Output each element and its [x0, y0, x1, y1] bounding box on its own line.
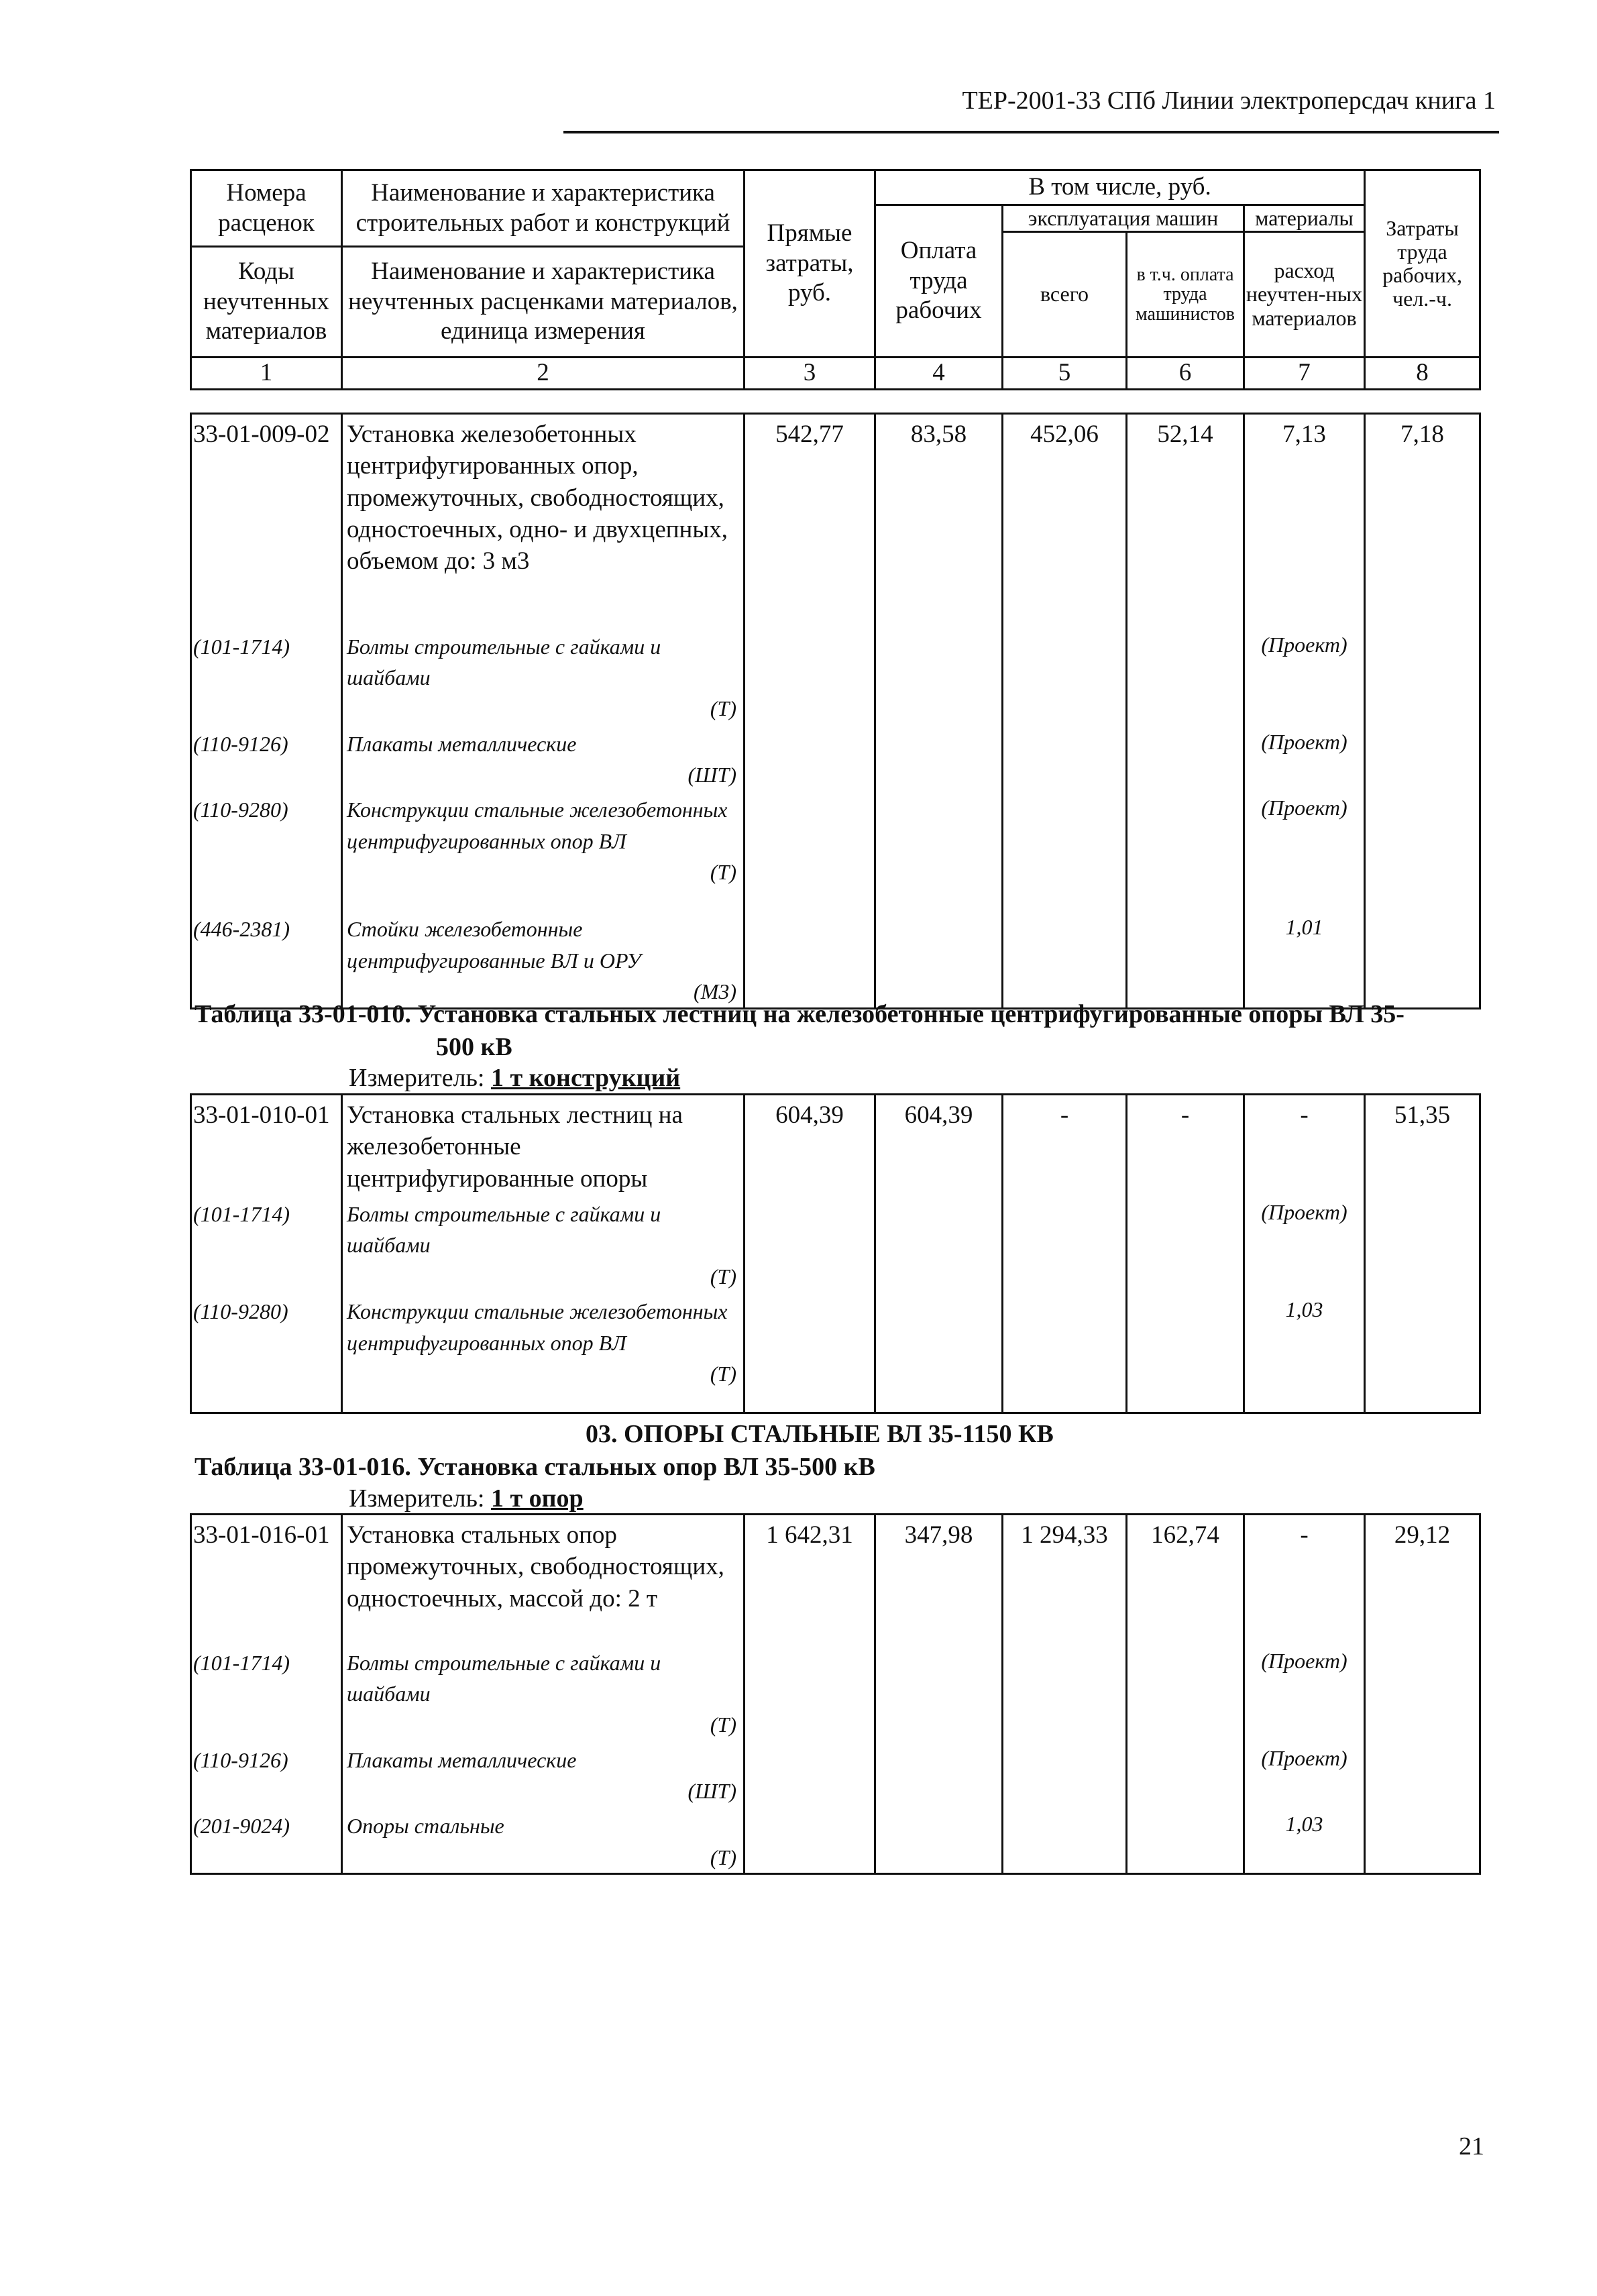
material-unit: (Т) [710, 1712, 736, 1737]
measure-label: Измеритель: [349, 1064, 485, 1092]
material-unit: (Т) [710, 1264, 736, 1289]
table-row [191, 724, 1480, 791]
material-consumption: (Проект) [1244, 724, 1365, 791]
col-number-3: 3 [745, 358, 875, 390]
machines-total: 1 294,33 [1003, 1515, 1127, 1643]
col-materials-header: материалы [1244, 205, 1365, 232]
materials-cost: - [1244, 1095, 1365, 1195]
machines-labor: - [1127, 1095, 1244, 1195]
material-name: Конструкции стальные железобетонных центрифугированных опор ВЛ (Т) [342, 1292, 745, 1413]
material-code: (101-1714) [191, 1195, 342, 1292]
material-name: Болты строительные с гайками и шайбами (Т) [342, 627, 745, 724]
material-consumption: 1,01 [1244, 910, 1365, 1008]
table-row [191, 627, 1480, 724]
material-consumption: (Проект) [1244, 1741, 1365, 1807]
header-rule [563, 131, 1499, 133]
col-name-header: Наименование и характеристика строительных работ и конструкций [342, 170, 745, 247]
labor-hours: 29,12 [1365, 1515, 1480, 1643]
table-row [191, 910, 1480, 1008]
material-name: Стойки железобетонные центрифугированные ВЛ и ОРУ (М3) [342, 910, 745, 1008]
measure-label: Измеритель: [349, 1484, 485, 1513]
material-unit: (Т) [710, 696, 736, 721]
rate-code: 33-01-009-02 [191, 414, 342, 627]
table-row [191, 790, 1480, 910]
table-caption: Таблица 33-01-010. Установка стальных лестниц на железобетонные центрифугированные опоры ВЛ 35- [195, 1000, 1405, 1028]
material-unit: (ШТ) [687, 1779, 736, 1804]
machines-total: 452,06 [1003, 414, 1127, 627]
material-consumption: (Проект) [1244, 1643, 1365, 1741]
col-number-8: 8 [1365, 358, 1480, 390]
material-code: (101-1714) [191, 627, 342, 724]
material-consumption: 1,03 [1244, 1806, 1365, 1873]
table-33-01-010 [190, 1093, 1481, 1414]
material-name: Плакаты металлические (ШТ) [342, 724, 745, 791]
col-code-header: Номера расценок [191, 170, 342, 247]
material-unit: (М3) [694, 979, 736, 1004]
material-code: (110-9126) [191, 1741, 342, 1807]
materials-cost: 7,13 [1244, 414, 1365, 627]
table-row [191, 1643, 1480, 1741]
rate-code: 33-01-016-01 [191, 1515, 342, 1643]
labor-hours: 7,18 [1365, 414, 1480, 627]
page-number: 21 [1459, 2132, 1484, 2161]
col-material-name-header: Наименование и характеристика неучтенных расценками материалов, единица измерения [342, 247, 745, 358]
table-row [191, 1292, 1480, 1413]
machines-total: - [1003, 1095, 1127, 1195]
machines-labor: 162,74 [1127, 1515, 1244, 1643]
direct-cost: 604,39 [745, 1095, 875, 1195]
work-name: Установка железобетонных центрифугированных опор, промежуточных, свободностоящих, одностоечных, одно- и двухцепных, объемом до: 3 м3 [342, 414, 745, 627]
materials-cost: - [1244, 1515, 1365, 1643]
rate-code: 33-01-010-01 [191, 1095, 342, 1195]
material-unit: (Т) [710, 1362, 736, 1386]
col-mach-total-header: всего [1003, 232, 1127, 358]
table-33-01-009 [190, 413, 1481, 1009]
material-consumption: 1,03 [1244, 1292, 1365, 1413]
table-row [191, 1806, 1480, 1873]
document-title: ТЕР-2001-33 СПб Линии электроперсдач книга 1 [962, 87, 1496, 115]
material-consumption: (Проект) [1244, 627, 1365, 724]
table-row [191, 414, 1480, 627]
col-number-5: 5 [1003, 358, 1127, 390]
material-code: (201-9024) [191, 1806, 342, 1873]
material-code: (110-9280) [191, 790, 342, 910]
direct-cost: 542,77 [745, 414, 875, 627]
material-name: Плакаты металлические (ШТ) [342, 1741, 745, 1807]
measure-unit [349, 1484, 584, 1513]
work-name: Установка стальных опор промежуточных, свободностоящих, одностоечных, массой до: 2 т [342, 1515, 745, 1643]
measure-value: 1 т опор [491, 1484, 584, 1513]
material-consumption: (Проект) [1244, 790, 1365, 910]
col-number-4: 4 [875, 358, 1003, 390]
labor-cost: 83,58 [875, 414, 1003, 627]
col-material-code-header: Коды неучтенных материалов [191, 247, 342, 358]
material-code: (110-9280) [191, 1292, 342, 1413]
table-row [191, 1095, 1480, 1195]
measure-unit [349, 1063, 680, 1093]
col-direct-header: Прямые затраты, руб. [745, 170, 875, 358]
labor-hours: 51,35 [1365, 1095, 1480, 1195]
machines-labor: 52,14 [1127, 414, 1244, 627]
material-name: Болты строительные с гайками и шайбами (Т) [342, 1195, 745, 1292]
section-title: 03. ОПОРЫ СТАЛЬНЫЕ ВЛ 35-1150 КВ [586, 1420, 1054, 1448]
labor-cost: 604,39 [875, 1095, 1003, 1195]
col-hours-header: Затраты труда рабочих, чел.-ч. [1365, 170, 1480, 358]
material-code: (446-2381) [191, 910, 342, 1008]
work-name: Установка стальных лестниц на железобетонные центрифугированные опоры [342, 1095, 745, 1195]
material-unit: (Т) [710, 860, 736, 885]
table-caption: Таблица 33-01-016. Установка стальных опор ВЛ 35-500 кВ [195, 1453, 875, 1481]
table-row [191, 1515, 1480, 1643]
table-row [191, 1195, 1480, 1292]
material-name: Болты строительные с гайками и шайбами (Т) [342, 1643, 745, 1741]
col-number-6: 6 [1127, 358, 1244, 390]
direct-cost: 1 642,31 [745, 1515, 875, 1643]
material-name: Конструкции стальные железобетонных центрифугированных опор ВЛ (Т) [342, 790, 745, 910]
table-33-01-016 [190, 1513, 1481, 1875]
col-group-header: В том числе, руб. [875, 170, 1365, 205]
col-number-1: 1 [191, 358, 342, 390]
material-name: Опоры стальные (Т) [342, 1806, 745, 1873]
col-unaccounted-header: расход неучтен-ных материалов [1244, 232, 1365, 358]
material-code: (110-9126) [191, 724, 342, 791]
col-mach-labor-header: в т.ч. оплата труда машинистов [1127, 232, 1244, 358]
material-unit: (Т) [710, 1845, 736, 1869]
column-header-table [190, 169, 1481, 390]
col-machines-header: эксплуатация машин [1003, 205, 1244, 232]
material-consumption: (Проект) [1244, 1195, 1365, 1292]
labor-cost: 347,98 [875, 1515, 1003, 1643]
measure-value: 1 т конструкций [491, 1064, 681, 1092]
table-caption-continued: 500 кВ [436, 1033, 512, 1061]
col-number-7: 7 [1244, 358, 1365, 390]
col-labor-header: Оплата труда рабочих [875, 205, 1003, 358]
col-number-2: 2 [342, 358, 745, 390]
material-unit: (ШТ) [687, 763, 736, 787]
material-code: (101-1714) [191, 1643, 342, 1741]
table-row [191, 1741, 1480, 1807]
